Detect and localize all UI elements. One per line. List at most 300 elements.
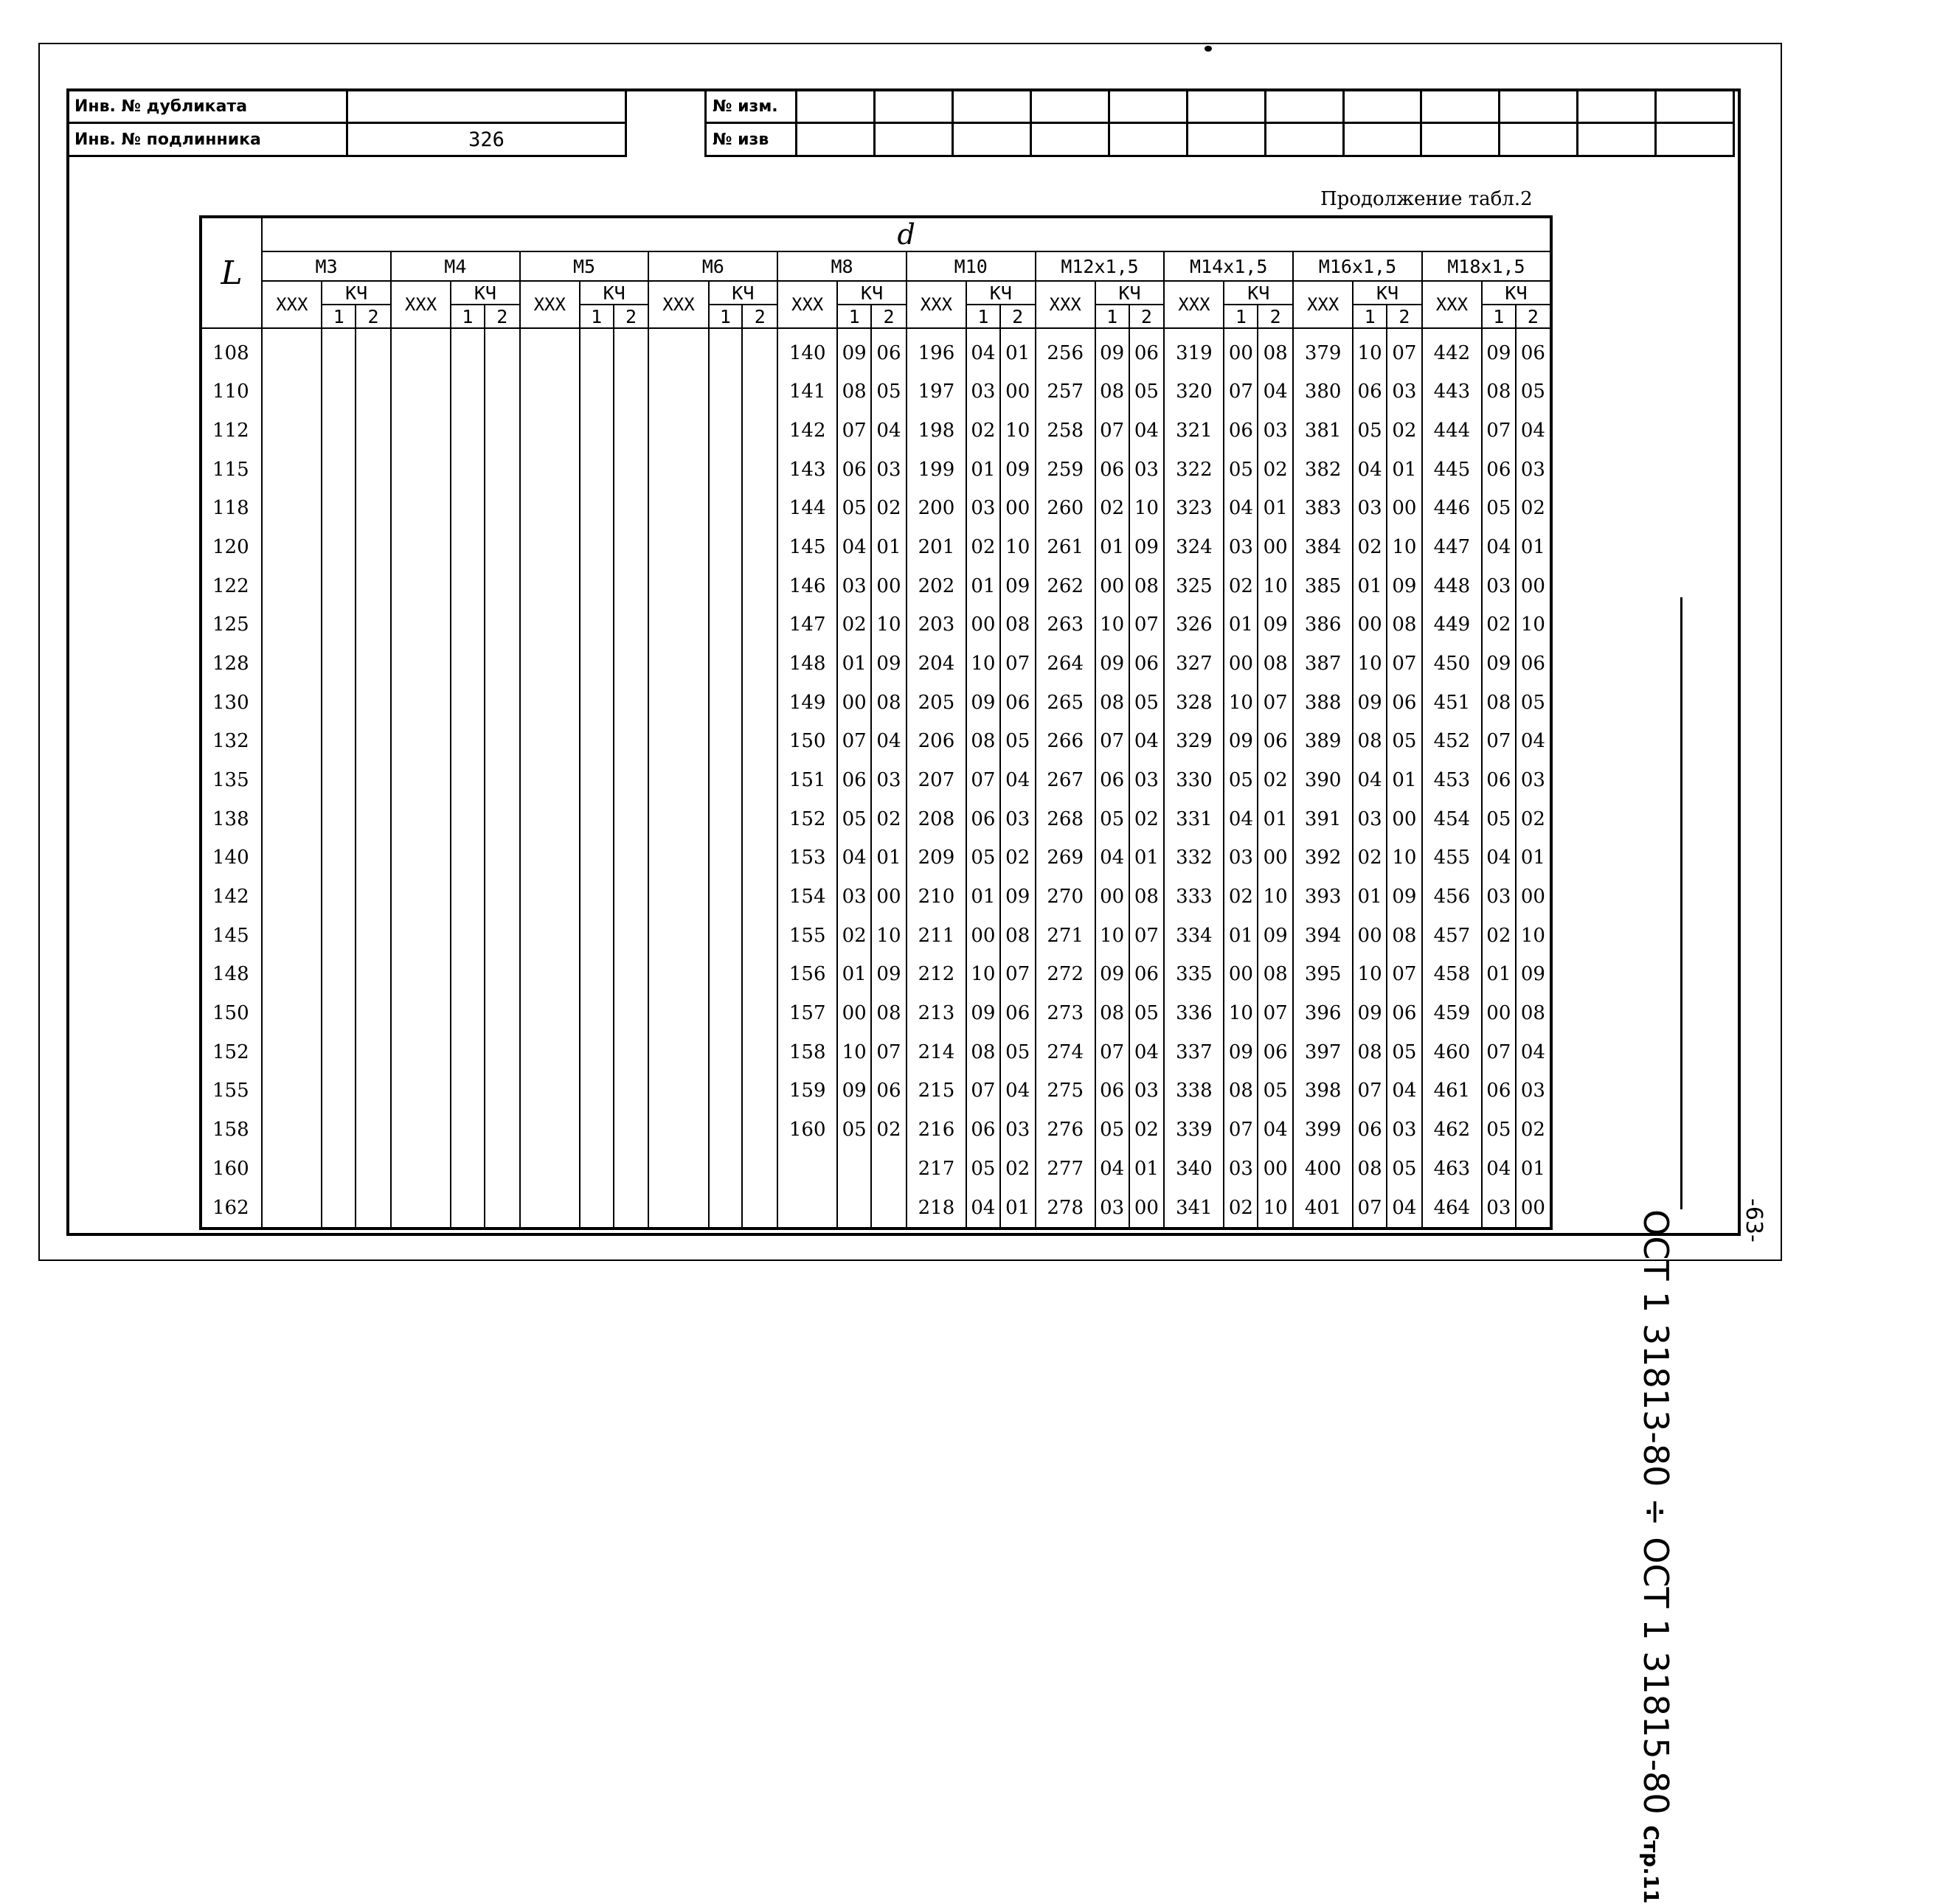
value-cell [262,372,322,411]
value-cell [356,411,391,451]
value-cell: 02 [1224,878,1258,917]
value-cell [520,994,580,1033]
value-cell: 02 [1129,799,1165,838]
value-cell [648,1032,708,1071]
value-cell [322,799,356,838]
value-cell [391,411,451,451]
value-cell: 388 [1293,683,1353,722]
table-row [201,722,1551,761]
value-cell: 06 [1516,328,1551,372]
value-cell: 00 [1258,528,1293,567]
value-cell [391,1149,451,1188]
value-cell: 457 [1422,916,1482,955]
value-cell: 148 [777,644,837,684]
value-cell [262,411,322,451]
value-cell [580,1111,614,1150]
value-cell [485,328,520,372]
kch-subheader: 1 [1482,305,1516,328]
value-cell: 217 [907,1149,966,1188]
value-cell [451,566,485,605]
value-cell: 06 [1482,450,1516,489]
value-cell [614,566,649,605]
value-cell: 203 [907,605,966,644]
change-box [875,90,953,123]
table-row [201,878,1551,917]
value-cell: 395 [1293,955,1353,994]
value-cell: 02 [1482,916,1516,955]
value-cell [391,1188,451,1229]
value-cell [614,1149,649,1188]
value-cell: 03 [1353,489,1387,528]
value-cell: 05 [1387,722,1422,761]
value-cell: 264 [1036,644,1095,684]
value-cell: 02 [1129,1111,1165,1150]
change-box [1109,90,1187,123]
value-cell: 156 [777,955,837,994]
kch-subheader: 2 [1387,305,1422,328]
value-cell: 05 [1129,683,1165,722]
value-cell [648,761,708,800]
value-cell [580,605,614,644]
value-cell [451,605,485,644]
value-cell [322,683,356,722]
value-cell: 00 [1516,878,1551,917]
code-header: ХХХ [648,281,708,328]
value-cell: 10 [1000,528,1036,567]
value-cell: 00 [1224,328,1258,372]
value-cell: 00 [966,916,1000,955]
value-cell: 10 [1224,683,1258,722]
value-cell: 442 [1422,328,1482,372]
value-cell: 336 [1164,994,1224,1033]
value-cell [742,994,777,1033]
value-cell: 143 [777,450,837,489]
value-cell: 04 [1129,411,1165,451]
value-cell: 326 [1164,605,1224,644]
value-cell: 06 [1482,1071,1516,1111]
value-cell [485,683,520,722]
length-cell: 135 [201,761,262,800]
value-cell [709,955,743,994]
value-cell: 06 [1095,1071,1129,1111]
value-cell: 06 [1516,644,1551,684]
value-cell [709,528,743,567]
value-cell: 321 [1164,411,1224,451]
value-cell: 08 [1516,994,1551,1033]
original-inventory-value: 326 [347,123,626,156]
thread-size-header: М18х1,5 [1422,251,1551,281]
value-cell: 07 [1353,1071,1387,1111]
value-cell: 324 [1164,528,1224,567]
value-cell [391,1071,451,1111]
length-cell: 130 [201,683,262,722]
value-cell [742,799,777,838]
kch-subheader: 2 [1516,305,1551,328]
value-cell [485,1149,520,1188]
table-row [201,644,1551,684]
value-cell: 02 [1258,450,1293,489]
value-cell [391,489,451,528]
value-cell [580,328,614,372]
value-cell: 08 [966,722,1000,761]
value-cell: 00 [1387,799,1422,838]
value-cell: 08 [1387,916,1422,955]
value-cell [322,878,356,917]
value-cell: 209 [907,838,966,878]
value-cell [356,1188,391,1229]
value-cell: 01 [1387,450,1422,489]
value-cell: 153 [777,838,837,878]
value-cell [485,411,520,451]
value-cell [451,489,485,528]
value-cell [451,799,485,838]
value-cell [648,955,708,994]
value-cell: 05 [1482,1111,1516,1150]
value-cell: 07 [1129,605,1165,644]
value-cell [391,566,451,605]
value-cell: 464 [1422,1188,1482,1229]
value-cell: 02 [966,528,1000,567]
value-cell: 459 [1422,994,1482,1033]
value-cell [614,1188,649,1229]
value-cell: 01 [1258,799,1293,838]
thread-size-header: М3 [262,251,391,281]
change-box [1421,90,1500,123]
value-cell [580,1032,614,1071]
change-box [953,90,1031,123]
change-box [1031,90,1109,123]
value-cell: 159 [777,1071,837,1111]
value-cell: 05 [837,489,871,528]
value-cell: 04 [1353,450,1387,489]
value-cell: 04 [966,328,1000,372]
value-cell [451,761,485,800]
inventory-stamp [66,88,627,157]
value-cell: 256 [1036,328,1095,372]
value-cell: 07 [1224,1111,1258,1150]
value-cell: 10 [1516,916,1551,955]
value-cell: 02 [837,916,871,955]
value-cell: 197 [907,372,966,411]
value-cell: 271 [1036,916,1095,955]
value-cell [262,328,322,372]
kch-header: КЧ [580,281,649,305]
table-row [201,994,1551,1033]
notice-number-label: № изв [706,123,797,156]
value-cell: 10 [1258,878,1293,917]
value-cell: 399 [1293,1111,1353,1150]
value-cell: 04 [1129,1032,1165,1071]
value-cell: 07 [1482,411,1516,451]
value-cell: 01 [1000,1188,1036,1229]
value-cell: 07 [1482,1032,1516,1071]
value-cell: 150 [777,722,837,761]
value-cell: 05 [1129,372,1165,411]
value-cell: 10 [966,955,1000,994]
value-cell: 00 [966,605,1000,644]
value-cell [709,761,743,800]
value-cell [648,528,708,567]
standard-designation [1636,1209,1676,1904]
value-cell [648,411,708,451]
value-cell: 07 [966,1071,1000,1111]
value-cell [580,878,614,917]
value-cell [356,1111,391,1150]
table-row [201,528,1551,567]
value-cell: 09 [966,683,1000,722]
value-cell: 207 [907,761,966,800]
value-cell [391,372,451,411]
value-cell: 400 [1293,1149,1353,1188]
value-cell [451,372,485,411]
value-cell [356,1071,391,1111]
value-cell [520,1032,580,1071]
value-cell [356,1032,391,1071]
code-header: ХХХ [907,281,966,328]
value-cell [262,1032,322,1071]
value-cell: 03 [1387,1111,1422,1150]
value-cell: 00 [837,683,871,722]
code-header: ХХХ [1164,281,1224,328]
value-cell: 09 [1129,528,1165,567]
page-reference: Стр.11 [1639,1825,1663,1904]
value-cell: 08 [1000,916,1036,955]
value-cell [520,799,580,838]
value-cell [614,644,649,684]
kch-subheader: 1 [1224,305,1258,328]
table-row [201,916,1551,955]
value-cell: 04 [1258,372,1293,411]
value-cell: 10 [837,1032,871,1071]
value-cell: 08 [1129,878,1165,917]
value-cell: 07 [1129,916,1165,955]
value-cell [485,528,520,567]
value-cell [580,838,614,878]
value-cell: 05 [837,1111,871,1150]
code-header: ХХХ [777,281,837,328]
value-cell: 270 [1036,878,1095,917]
value-cell: 325 [1164,566,1224,605]
value-cell [356,955,391,994]
value-cell [485,1032,520,1071]
value-cell: 390 [1293,761,1353,800]
value-cell: 149 [777,683,837,722]
value-cell: 10 [1224,994,1258,1033]
value-cell [520,1149,580,1188]
value-cell: 216 [907,1111,966,1150]
table-row [201,761,1551,800]
value-cell: 09 [1516,955,1551,994]
value-cell: 09 [1482,644,1516,684]
value-cell [356,722,391,761]
value-cell [262,799,322,838]
value-cell: 01 [1387,761,1422,800]
thread-size-header: М6 [648,251,777,281]
diameter-header: d [262,217,1551,251]
value-cell: 04 [1095,1149,1129,1188]
kch-subheader: 1 [1095,305,1129,328]
value-cell: 275 [1036,1071,1095,1111]
value-cell: 381 [1293,411,1353,451]
value-cell [485,761,520,800]
value-cell [322,566,356,605]
value-cell [322,372,356,411]
value-cell: 04 [1482,1149,1516,1188]
table-row [201,838,1551,878]
value-cell: 02 [1516,1111,1551,1150]
value-cell: 322 [1164,450,1224,489]
value-cell: 03 [1224,1149,1258,1188]
value-cell [648,1149,708,1188]
value-cell: 213 [907,994,966,1033]
value-cell [356,761,391,800]
length-cell: 112 [201,411,262,451]
value-cell: 10 [1258,1188,1293,1229]
value-cell [520,683,580,722]
value-cell [322,489,356,528]
value-cell [648,1071,708,1111]
kch-subheader: 2 [614,305,649,328]
value-cell [709,916,743,955]
value-cell [580,489,614,528]
value-cell: 218 [907,1188,966,1229]
value-cell [485,994,520,1033]
value-cell [322,450,356,489]
value-cell [356,528,391,567]
value-cell: 144 [777,489,837,528]
value-cell: 461 [1422,1071,1482,1111]
value-cell: 273 [1036,994,1095,1033]
value-cell [520,450,580,489]
kch-subheader: 1 [966,305,1000,328]
value-cell [451,528,485,567]
table-row [201,328,1551,372]
value-cell [742,683,777,722]
value-cell [356,605,391,644]
value-cell: 266 [1036,722,1095,761]
value-cell [520,1188,580,1229]
value-cell: 04 [1387,1071,1422,1111]
value-cell: 257 [1036,372,1095,411]
value-cell [742,838,777,878]
length-cell: 128 [201,644,262,684]
value-cell [322,411,356,451]
value-cell [520,528,580,567]
value-cell: 08 [1353,722,1387,761]
value-cell: 01 [871,838,907,878]
value-cell: 03 [1000,1111,1036,1150]
value-cell: 272 [1036,955,1095,994]
value-cell [485,605,520,644]
value-cell: 323 [1164,489,1224,528]
value-cell: 09 [1353,994,1387,1033]
value-cell: 258 [1036,411,1095,451]
value-cell [742,1111,777,1150]
code-header: ХХХ [1293,281,1353,328]
value-cell: 04 [1516,1032,1551,1071]
value-cell: 00 [1353,605,1387,644]
value-cell: 215 [907,1071,966,1111]
value-cell [709,1032,743,1071]
value-cell [322,1188,356,1229]
value-cell: 02 [871,1111,907,1150]
value-cell: 07 [1353,1188,1387,1229]
value-cell [391,605,451,644]
kch-header: КЧ [451,281,520,305]
value-cell: 455 [1422,838,1482,878]
length-cell: 120 [201,528,262,567]
value-cell: 06 [1353,372,1387,411]
value-cell: 03 [1482,566,1516,605]
value-cell: 269 [1036,838,1095,878]
value-cell [614,328,649,372]
value-cell: 329 [1164,722,1224,761]
code-header: ХХХ [262,281,322,328]
value-cell [451,878,485,917]
value-cell: 03 [837,566,871,605]
value-cell [520,955,580,994]
value-cell: 08 [1000,605,1036,644]
value-cell: 444 [1422,411,1482,451]
value-cell [709,605,743,644]
value-cell: 06 [1482,761,1516,800]
value-cell: 01 [871,528,907,567]
value-cell [322,955,356,994]
value-cell: 05 [1482,489,1516,528]
value-cell [742,489,777,528]
value-cell [520,722,580,761]
value-cell [520,916,580,955]
value-cell: 140 [777,328,837,372]
value-cell: 04 [1000,1071,1036,1111]
value-cell: 06 [1129,955,1165,994]
length-cell: 132 [201,722,262,761]
value-cell [262,1071,322,1111]
value-cell: 456 [1422,878,1482,917]
value-cell: 07 [1000,955,1036,994]
value-cell [262,683,322,722]
value-cell: 00 [1224,955,1258,994]
value-cell: 462 [1422,1111,1482,1150]
duplicate-inventory-label: Инв. № дубликата [68,90,347,123]
value-cell [648,722,708,761]
length-cell: 160 [201,1149,262,1188]
value-cell [520,838,580,878]
value-cell: 331 [1164,799,1224,838]
value-cell [837,1188,871,1229]
value-cell [614,372,649,411]
value-cell: 10 [1353,328,1387,372]
value-cell: 10 [1095,916,1129,955]
length-cell: 142 [201,878,262,917]
value-cell: 09 [1353,683,1387,722]
value-cell: 05 [1516,372,1551,411]
value-cell [391,955,451,994]
value-cell: 05 [1387,1032,1422,1071]
value-cell [485,489,520,528]
value-cell [391,994,451,1033]
value-cell: 338 [1164,1071,1224,1111]
value-cell [742,916,777,955]
value-cell: 09 [1387,566,1422,605]
value-cell: 00 [1387,489,1422,528]
value-cell: 448 [1422,566,1482,605]
value-cell [648,328,708,372]
change-box [1343,90,1421,123]
value-cell [520,566,580,605]
value-cell [520,878,580,917]
value-cell: 199 [907,450,966,489]
